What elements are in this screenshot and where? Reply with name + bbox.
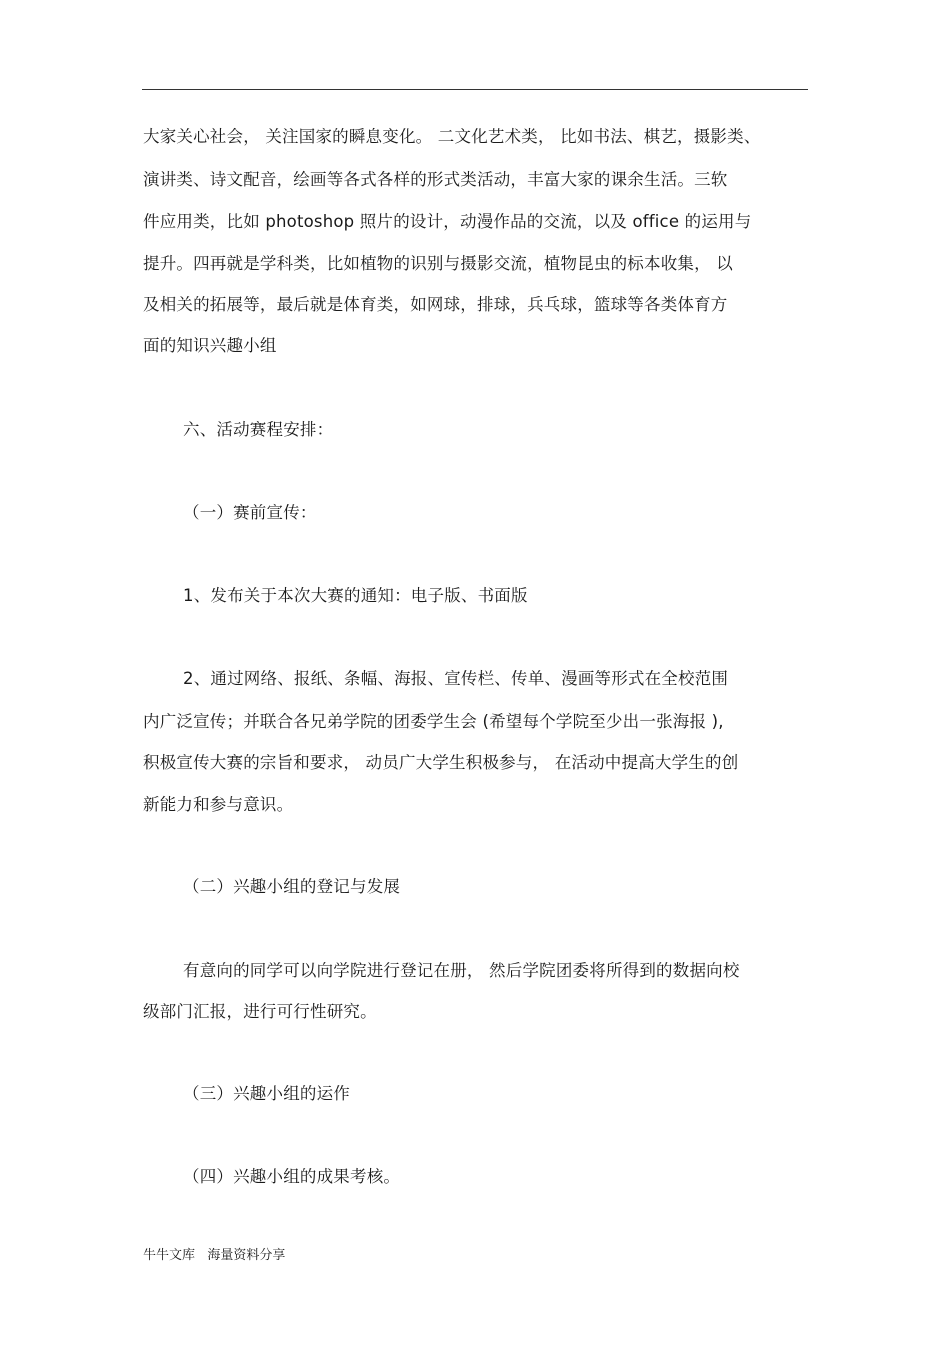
body-line-5: 及相关的拓展等，最后就是体育类，如网球，排球，兵乓球，篮球等各类体育方	[143, 295, 728, 314]
list-item-2-line-3: 积极宣传大赛的宗旨和要求， 动员广大学生积极参与， 在活动中提高大学生的创	[143, 753, 739, 772]
body-line-4: 提升。四再就是学科类，比如植物的识别与摄影交流，植物昆虫的标本收集， 以	[143, 254, 733, 273]
body-line-1: 大家关心社会， 关注国家的瞬息变化。 二文化艺术类， 比如书法、棋艺，摄影类、	[143, 127, 761, 146]
list-item-1: 1、发布关于本次大赛的通知：电子版、书面版	[183, 586, 528, 605]
subheading-publicity: （一）赛前宣传：	[183, 503, 317, 522]
registration-para-line-1: 有意向的同学可以向学院进行登记在册， 然后学院团委将所得到的数据向校	[183, 961, 740, 980]
footer-label: 牛牛文库 海量资料分享	[143, 1248, 286, 1263]
list-item-2-line-2: 内广泛宣传；并联合各兄弟学院的团委学生会 (希望每个学院至少出一张海报 ),	[143, 712, 724, 731]
subheading-operation: （三）兴趣小组的运作	[183, 1084, 350, 1103]
list-item-2-line-1: 2、通过网络、报纸、条幅、海报、宣传栏、传单、漫画等形式在全校范围	[183, 669, 729, 688]
subheading-registration: （二）兴趣小组的登记与发展	[183, 877, 401, 896]
body-line-2: 演讲类、诗文配音，绘画等各式各样的形式类活动，丰富大家的课余生活。三软	[143, 170, 728, 189]
body-line-6: 面的知识兴趣小组	[143, 336, 277, 355]
section-heading-schedule: 六、活动赛程安排：	[183, 420, 334, 439]
subheading-assessment: （四）兴趣小组的成果考核。	[183, 1167, 401, 1186]
body-line-3: 件应用类，比如 photoshop 照片的设计，动漫作品的交流，以及 office 的运用与	[143, 212, 752, 231]
list-item-2-line-4: 新能力和参与意识。	[143, 795, 294, 814]
header-rule	[142, 89, 808, 90]
registration-para-line-2: 级部门汇报，进行可行性研究。	[143, 1002, 377, 1021]
